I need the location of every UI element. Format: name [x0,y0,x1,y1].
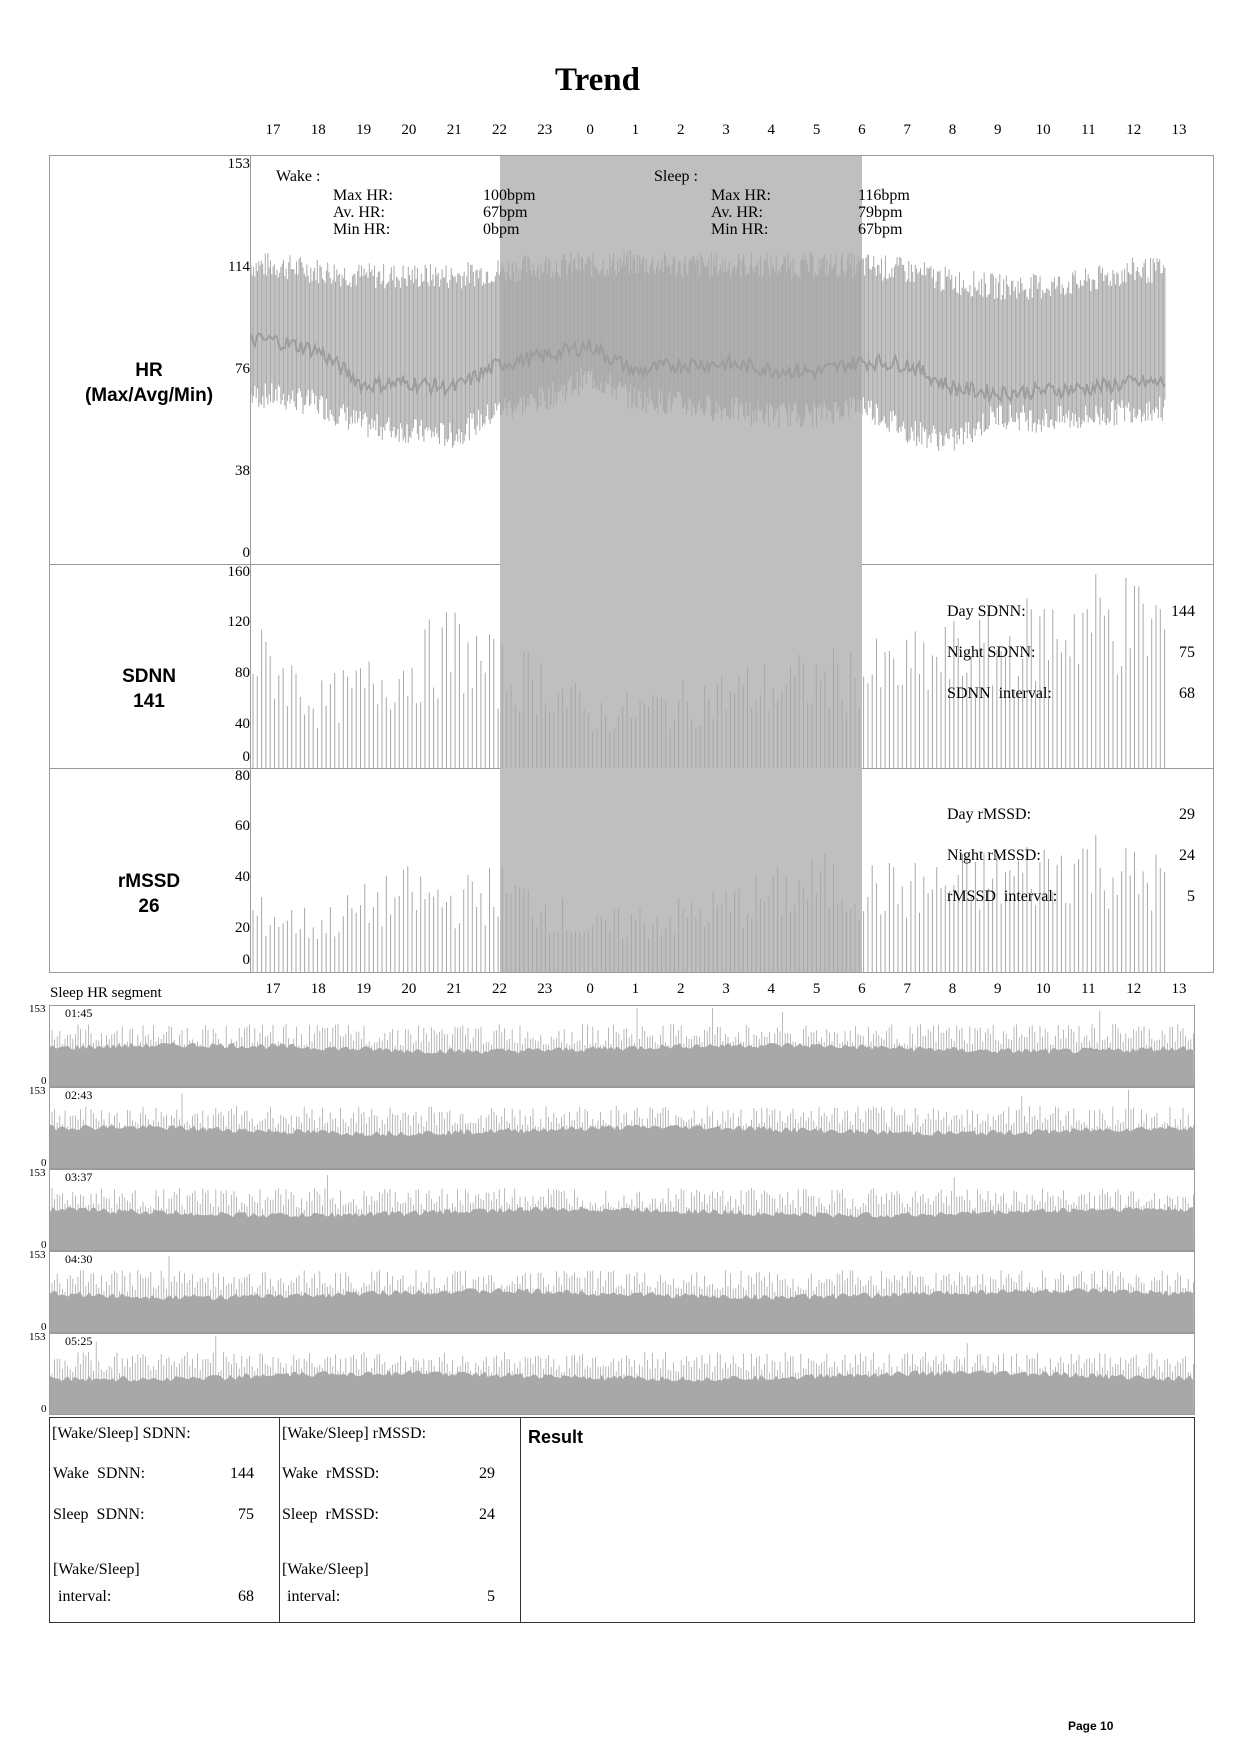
hr-trace [251,250,1165,451]
rmssd-y-tick: 80 [235,768,250,784]
sleep-stat-labels [711,187,771,238]
sdnn-label-line1: SDNN [122,666,176,687]
table-divider [520,1418,521,1622]
page-number: Page 10 [1068,1719,1114,1733]
sdnn-trend-plot [251,565,1214,768]
hr-y-tick: 38 [235,463,250,479]
hour-tick-label: 2 [676,981,685,997]
rmssd-trend-plot [251,769,1214,972]
hr-label-line2: (Max/Avg/Min) [84,385,214,406]
hour-tick-label: 5 [812,122,821,138]
wake-stat-labels [333,187,393,238]
result-label: Result [528,1427,584,1447]
sleep-sdnn-value: 75 [238,1506,254,1523]
rmssd-y-tick: 20 [235,920,250,936]
strip-hr-fill [50,1370,1194,1414]
strip-y-max: 153 [29,1331,46,1343]
sleep-rmssd-value: 24 [479,1506,495,1523]
hour-tick-label: 18 [310,122,326,138]
hour-tick-label: 7 [903,981,911,997]
hour-tick-label: 17 [265,981,281,997]
hr-y-tick: 0 [242,545,250,561]
wake-max-hr: 100bpm [483,187,536,204]
sdnn-y-tick: 40 [235,716,250,732]
hour-tick-label: 4 [767,122,776,138]
hour-tick-label: 11 [1081,122,1096,138]
night-rmssd-value: 24 [1179,847,1195,864]
night-rmssd-label: Night rMSSD: [947,847,1041,864]
sdnn-label-line2: 141 [133,691,165,712]
avg-hr-label: Av. HR: [711,204,763,221]
sleep-avg-hr: 79bpm [858,204,903,221]
strip-y-min: 0 [41,1321,47,1333]
wake-sdnn-label: Wake SDNN: [53,1465,146,1482]
sleep-min-hr: 67bpm [858,221,903,238]
strip-y-max: 153 [29,1249,46,1261]
wake-rmssd-label: Wake rMSSD: [282,1465,380,1482]
sleep-stat-values [858,187,910,238]
rmssd-interval-label2: interval: [287,1588,341,1605]
day-sdnn-value: 144 [1171,603,1195,620]
rmssd-y-tick: 0 [242,952,250,968]
wake-sdnn-value: 144 [230,1465,254,1482]
min-hr-label: Min HR: [711,221,769,238]
strip-start-time: 05:25 [65,1334,93,1348]
hour-tick-label: 6 [858,981,866,997]
rmssd-interval-value: 5 [1187,888,1195,905]
sleep-hr-strip-trace [50,1334,1194,1414]
hour-tick-label: 8 [948,122,957,138]
hour-tick-label: 21 [446,122,462,138]
hour-tick-label: 18 [310,981,326,997]
max-hr-label: Max HR: [711,187,771,204]
rmssd-y-tick: 60 [235,818,250,834]
hour-tick-label: 13 [1171,981,1187,997]
rmssd-label-line1: rMSSD [117,871,181,892]
rmssd-y-tick: 40 [235,869,250,885]
hour-tick-label: 20 [401,981,417,997]
sdnn-interval-label2: interval: [58,1588,112,1605]
rmssd-interval-value: 5 [487,1588,495,1605]
wake-avg-hr: 67bpm [483,204,528,221]
hour-tick-label: 5 [812,981,821,997]
strip-hr-fill [50,1288,1194,1332]
sdnn-interval-value: 68 [238,1588,254,1605]
hour-tick-label: 6 [858,122,866,138]
hour-tick-label: 3 [722,981,730,997]
strip-y-max: 153 [29,1085,46,1097]
sdnn-y-tick: 0 [242,749,250,765]
sleep-rmssd-label: Sleep rMSSD: [282,1506,379,1523]
sleep-label: Sleep : [654,168,698,185]
hour-tick-label: 22 [492,981,507,997]
min-hr-label: Min HR: [333,221,391,238]
strip-y-min: 0 [41,1239,47,1251]
sdnn-interval-label: SDNN interval: [947,685,1052,702]
hour-tick-label: 4 [767,981,776,997]
hour-tick-label: 8 [948,981,957,997]
hour-tick-label: 2 [676,122,685,138]
strip-y-max: 153 [29,1167,46,1179]
rmssd-summary-header: [Wake/Sleep] rMSSD: [282,1425,427,1442]
strip-hr-fill [50,1042,1194,1086]
hour-tick-label: 0 [586,981,594,997]
hour-tick-label: 13 [1171,122,1187,138]
sleep-segment-title: Sleep HR segment [50,985,162,1001]
hour-tick-label: 1 [631,981,640,997]
day-rmssd-value: 29 [1179,806,1195,823]
sdnn-y-tick: 120 [227,614,250,630]
strip-y-max: 153 [29,1003,46,1015]
sleep-sdnn-label: Sleep SDNN: [53,1506,145,1523]
strip-start-time: 04:30 [65,1252,93,1266]
hour-tick-label: 21 [446,981,462,997]
hour-tick-label: 12 [1126,122,1142,138]
max-hr-label: Max HR: [333,187,393,204]
hour-tick-label: 19 [356,981,372,997]
hour-tick-label: 11 [1081,981,1096,997]
hour-tick-label: 17 [265,122,281,138]
hour-tick-label: 22 [492,122,507,138]
hour-tick-label: 1 [631,122,640,138]
sleep-max-hr: 116bpm [858,187,910,204]
hour-tick-label: 20 [401,122,417,138]
strip-hr-fill [50,1124,1194,1168]
rmssd-interval-label1: [Wake/Sleep] [282,1561,369,1578]
strip-y-min: 0 [41,1157,47,1169]
sdnn-interval-label1: [Wake/Sleep] [53,1561,140,1578]
hour-tick-label: 10 [1035,981,1051,997]
hr-y-tick: 76 [235,361,250,377]
hr-y-tick: 114 [228,259,250,275]
hour-tick-label: 12 [1126,981,1142,997]
sleep-hr-strip-trace [50,1252,1194,1332]
page-title: Trend [555,62,640,98]
sleep-hr-strip-trace [50,1088,1194,1168]
hr-y-tick: 153 [227,156,250,172]
hour-tick-label: 7 [903,122,911,138]
summary-table [49,1417,1195,1623]
rmssd-interval-label: rMSSD interval: [947,888,1058,905]
hour-tick-label: 9 [994,981,1002,997]
strip-start-time: 01:45 [65,1006,93,1020]
strip-y-min: 0 [41,1403,47,1415]
avg-hr-label: Av. HR: [333,204,385,221]
hr-label-line1: HR [135,360,163,381]
sdnn-y-tick: 160 [227,564,250,580]
hour-tick-label: 10 [1035,122,1051,138]
hour-tick-label: 19 [356,122,372,138]
sdnn-y-tick: 80 [235,665,250,681]
wake-label: Wake : [276,168,321,185]
hour-tick-label: 23 [537,981,553,997]
hour-tick-label: 9 [994,122,1002,138]
sleep-hr-strip-trace [50,1006,1194,1086]
wake-min-hr: 0bpm [483,221,520,238]
hour-tick-label: 3 [722,122,730,138]
rmssd-label-line2: 26 [138,896,160,917]
sdnn-interval-value: 68 [1179,685,1195,702]
sdnn-summary-header: [Wake/Sleep] SDNN: [52,1425,191,1442]
day-rmssd-label: Day rMSSD: [947,806,1032,823]
strip-start-time: 02:43 [65,1088,93,1102]
sleep-hr-strip-trace [50,1170,1194,1250]
hour-tick-label: 23 [537,122,553,138]
night-sdnn-value: 75 [1179,644,1195,661]
day-sdnn-label: Day SDNN: [947,603,1026,620]
table-divider [279,1418,280,1622]
night-sdnn-label: Night SDNN: [947,644,1036,661]
wake-rmssd-value: 29 [479,1465,495,1482]
strip-y-min: 0 [41,1075,47,1087]
strip-hr-fill [50,1206,1194,1250]
hour-tick-label: 0 [586,122,594,138]
strip-start-time: 03:37 [65,1170,93,1184]
wake-stat-values [483,187,535,238]
